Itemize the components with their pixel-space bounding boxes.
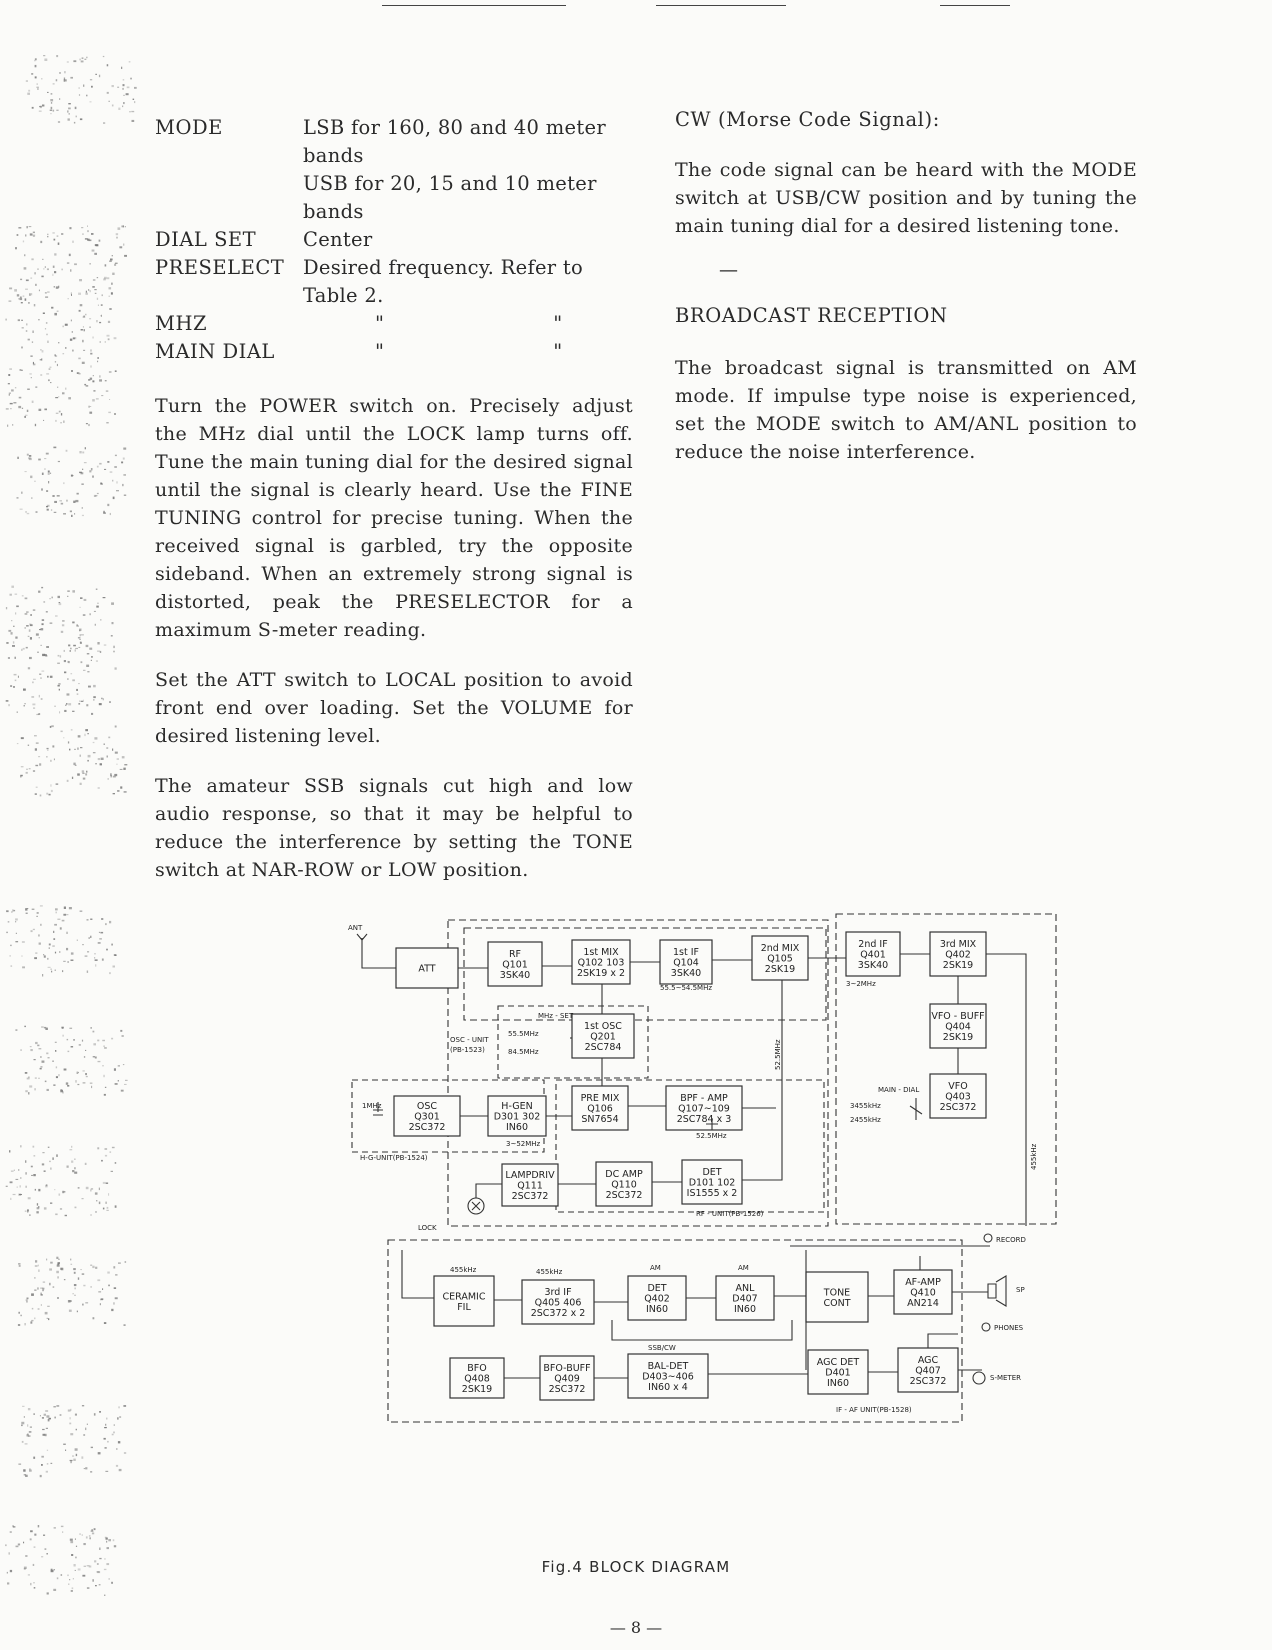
block-label: DC AMP	[605, 1169, 643, 1180]
block-label: Q104	[673, 957, 699, 969]
header-rule	[382, 5, 566, 6]
block-bfo	[450, 1358, 504, 1398]
paragraph: Turn the POWER switch on. Precisely adjust the MHz dial until the LOCK lamp turns off. Tune the main tuning dial for the desired signal until the signal is clearly heard. Use the FINE TUNING control for precise tuning. When the received signal is garbled, try the opposite sideband. When an extremely strong signal is distorted, peak the PRESELECTOR for a maximum S-meter reading.	[155, 395, 633, 641]
block-label: DET	[647, 1283, 667, 1294]
block-label: RF	[508, 949, 522, 960]
block-label: TONE	[823, 1287, 851, 1299]
diagram-label-lock: LOCK	[418, 1224, 437, 1232]
block-if2	[846, 932, 900, 976]
block-mix2	[752, 936, 808, 980]
diagram-label-ifaf-unit: IF - AF UNIT(PB-1528)	[836, 1406, 912, 1414]
block-label: 2SC372 x 2	[530, 1308, 586, 1319]
spec-row	[155, 114, 633, 142]
block-label: IN60	[646, 1304, 668, 1315]
block-label: PRE MIX	[580, 1093, 620, 1104]
block-label: 2nd IF	[858, 939, 888, 950]
block-label: Q403	[945, 1091, 971, 1103]
spec-value: USB for 20, 15 and 10 meter bands	[303, 172, 597, 223]
block-label: 2SK19 x 2	[576, 968, 626, 979]
block-label: 2SK19	[942, 960, 974, 971]
block-label: 2SC372	[511, 1191, 549, 1202]
signal-wire	[402, 1250, 434, 1298]
block-rf	[488, 942, 542, 986]
spec-row	[155, 338, 633, 366]
block-label: H-GEN	[501, 1101, 533, 1112]
block-label: SN7654	[581, 1114, 619, 1125]
block-label: 2SC372	[605, 1190, 643, 1201]
block-label: 3SK40	[857, 960, 889, 971]
block-label: BAL-DET	[647, 1361, 689, 1372]
block-lamp	[502, 1164, 558, 1206]
diagram-label-f-455: 455kHz	[1030, 1143, 1038, 1170]
block-label: 2SC784 x 3	[676, 1114, 732, 1125]
block-label: Q106	[587, 1103, 613, 1115]
block-mix3	[930, 932, 986, 976]
spec-table	[155, 114, 633, 366]
header-rule	[656, 5, 786, 6]
block-label: Q408	[464, 1373, 490, 1385]
diagram-label-mhz-set: MHz - SET	[538, 1012, 574, 1020]
block-label: OSC	[416, 1101, 438, 1112]
block-label: 3rd MIX	[939, 939, 977, 950]
block-att	[396, 948, 458, 988]
block-mix1	[572, 940, 630, 984]
block-premix	[572, 1086, 628, 1130]
diagram-label-f-vfo-hi: 3455kHz	[850, 1102, 881, 1110]
diagram-label-f-1mhz: 1MHz	[362, 1102, 382, 1110]
block-osc3	[394, 1096, 460, 1136]
block-label: D101 102	[688, 1177, 736, 1189]
block-label: Q102 103	[577, 957, 625, 969]
diagram-label-f-if2: 3~2MHz	[846, 980, 876, 988]
block-label: IN60	[506, 1122, 528, 1133]
block-label: IN60	[734, 1304, 756, 1315]
block-agc	[898, 1348, 958, 1392]
block-label: 3rd IF	[544, 1287, 572, 1298]
page-number: — 8 —	[609, 1618, 663, 1637]
diagram-label-f-52: 52.5MHz	[774, 1039, 782, 1070]
block-label: 1st MIX	[583, 947, 619, 958]
block-label: AGC	[917, 1355, 939, 1366]
block-vfo	[930, 1074, 986, 1118]
signal-wire	[612, 1320, 792, 1340]
broadcast-paragraph: The broadcast signal is transmitted on AM mode. If impulse type noise is experienced, set the MODE switch to AM/ANL position to reduce the noise interference.	[675, 357, 1137, 463]
block-label: 2SK19	[461, 1384, 493, 1395]
spec-key: MHZ	[155, 312, 208, 335]
block-label: 3SK40	[499, 970, 531, 981]
block-label: IN60 x 4	[648, 1382, 688, 1393]
block-label: Q401	[860, 949, 886, 961]
spec-row	[155, 310, 633, 338]
block-if3	[522, 1280, 594, 1324]
block-label: 2SC372	[408, 1122, 446, 1133]
block-label: IN60	[827, 1378, 849, 1389]
spec-value: LSB for 160, 80 and 40 meter	[303, 116, 606, 139]
signal-wire	[928, 1334, 958, 1348]
spec-row	[155, 226, 633, 254]
block-afamp	[894, 1270, 952, 1314]
block-label: 2SC784	[584, 1042, 622, 1053]
block-label: AN214	[907, 1298, 939, 1309]
diagram-label-sp: SP	[1016, 1286, 1025, 1294]
spec-value: bands	[303, 144, 364, 167]
block-if1	[660, 940, 712, 984]
block-label: Q111	[517, 1180, 543, 1192]
block-bfobuf	[540, 1356, 594, 1400]
paragraph: Set the ATT switch to LOCAL position to avoid front end over loading. Set the VOLUME for desired listening level.	[155, 669, 633, 747]
block-agcdet	[808, 1350, 868, 1394]
block-label: FIL	[457, 1301, 471, 1313]
figure-caption: Fig.4 BLOCK DIAGRAM	[541, 1558, 731, 1576]
diagram-label-ant: ANT	[348, 924, 363, 932]
spec-value: Desired frequency. Refer to Table 2.	[303, 256, 584, 307]
diagram-label-f-hgen: 3~52MHz	[506, 1140, 541, 1148]
block-label: VFO - BUFF	[931, 1011, 985, 1022]
spec-key: MAIN DIAL	[155, 340, 275, 363]
block-label: ATT	[418, 963, 436, 975]
spec-key: MODE	[155, 116, 223, 139]
signal-wire	[476, 1184, 502, 1198]
cw-heading: CW (Morse Code Signal):	[675, 108, 940, 131]
block-diagram	[348, 924, 1080, 1470]
spec-row	[155, 170, 633, 226]
block-vfobuf	[930, 1004, 986, 1048]
broadcast-heading: BROADCAST RECEPTION	[675, 304, 948, 327]
block-baldet	[628, 1354, 708, 1398]
scan-noise	[0, 60, 140, 1650]
paragraph: The amateur SSB signals cut high and low audio response, so that it may be helpful to reduce the interference by setting the TONE switch at NAR-ROW or LOW position.	[155, 775, 633, 881]
block-label: Q105	[767, 953, 793, 965]
block-label: 2SC372	[939, 1102, 977, 1113]
diagram-label-f-ceramic: 455kHz	[450, 1266, 477, 1274]
diagram-label-f-bpf: 52.5MHz	[696, 1132, 727, 1140]
diagram-label-f-vfo-lo: 2455kHz	[850, 1116, 881, 1124]
block-label: D407	[732, 1293, 758, 1305]
diagram-label-osc-unit-pb: (PB-1523)	[450, 1046, 485, 1054]
diagram-label-phones: PHONES	[994, 1324, 1024, 1332]
diagram-label-ssbcw: SSB/CW	[648, 1344, 676, 1352]
block-osc1	[572, 1014, 634, 1058]
diagram-label-record: RECORD	[996, 1236, 1026, 1244]
block-label: Q407	[915, 1365, 941, 1377]
block-ceramic	[434, 1276, 494, 1326]
block-label: IS1555 x 2	[686, 1188, 738, 1199]
block-label: 1st OSC	[584, 1021, 622, 1032]
block-label: BPF - AMP	[680, 1093, 728, 1104]
block-label: ANL	[735, 1283, 755, 1294]
header-rule	[940, 5, 1010, 6]
diagram-label-f-if3: 455kHz	[536, 1268, 563, 1276]
diagram-label-am2: AM	[738, 1264, 749, 1272]
block-label: Q110	[611, 1179, 637, 1191]
block-label: Q409	[554, 1373, 580, 1385]
block-label: Q410	[910, 1287, 936, 1299]
spec-value: " "	[375, 340, 563, 363]
block-label: 3SK40	[670, 968, 702, 979]
block-label: Q405 406	[534, 1297, 582, 1309]
block-label: AF-AMP	[905, 1277, 941, 1288]
diagram-label-am1: AM	[650, 1264, 661, 1272]
diagram-label-rf-unit: RF - UNIT(PB-1526)	[696, 1210, 764, 1218]
spec-key: PRESELECT	[155, 256, 285, 279]
right-column	[675, 106, 1137, 488]
block-label: D401	[825, 1367, 851, 1379]
block-label: 2SC372	[548, 1384, 586, 1395]
block-label: Q402	[945, 949, 971, 961]
block-label: CONT	[823, 1297, 851, 1309]
signal-wire	[790, 1246, 990, 1270]
block-label: DET	[702, 1167, 722, 1178]
block-tone	[806, 1272, 868, 1322]
block-label: D301 302	[493, 1111, 541, 1123]
diagram-label-osc-unit: OSC - UNIT	[450, 1036, 489, 1044]
block-label: AGC DET	[816, 1357, 860, 1368]
spec-key	[155, 170, 303, 226]
block-label: Q107~109	[678, 1103, 730, 1115]
block-label: Q404	[945, 1021, 971, 1033]
diagram-label-smeter: S-METER	[990, 1374, 1021, 1382]
left-column	[155, 114, 633, 906]
block-amdet	[628, 1276, 686, 1320]
block-label: CERAMIC	[442, 1291, 486, 1303]
cw-paragraph: The code signal can be heard with the MODE switch at USB/CW position and by tuning the main tuning dial for a desired listening tone.	[675, 159, 1137, 237]
diagram-label-f-osc-hi: 55.5MHz	[508, 1030, 539, 1038]
spec-row	[155, 254, 633, 310]
block-hgen	[488, 1096, 546, 1136]
signal-wire	[986, 954, 1026, 1226]
spec-value: " "	[375, 312, 563, 335]
diagram-label-f-osc-lo: 84.5MHz	[508, 1048, 539, 1056]
block-label: 2SC372	[909, 1376, 947, 1387]
block-label: Q402	[644, 1293, 670, 1305]
block-label: 2nd MIX	[760, 943, 800, 954]
block-label: 2SK19	[942, 1032, 974, 1043]
block-det1	[682, 1160, 742, 1204]
diagram-label-hg-unit: H-G-UNIT(PB-1524)	[360, 1154, 428, 1162]
block-label: BFO	[467, 1363, 487, 1374]
block-label: Q301	[414, 1111, 440, 1123]
diagram-label-f-if1: 55.5~54.5MHz	[660, 984, 713, 992]
block-dcamp	[596, 1162, 652, 1206]
block-label: BFO-BUFF	[543, 1363, 591, 1374]
block-anl	[716, 1276, 774, 1320]
block-label: LAMPDRIV	[505, 1170, 555, 1181]
spec-key: DIAL SET	[155, 228, 257, 251]
block-bpf	[666, 1086, 742, 1130]
block-label: D403~406	[642, 1371, 694, 1383]
block-label: VFO	[948, 1081, 968, 1092]
spec-row	[155, 142, 633, 170]
separator-dash: —	[719, 259, 739, 281]
block-label: 2SK19	[764, 964, 796, 975]
diagram-label-main-dial: MAIN - DIAL	[878, 1086, 920, 1094]
block-label: Q201	[590, 1031, 616, 1043]
block-label: 1st IF	[672, 947, 700, 958]
block-label: Q101	[502, 959, 528, 971]
spec-value: Center	[303, 228, 373, 251]
spec-key	[155, 142, 303, 170]
